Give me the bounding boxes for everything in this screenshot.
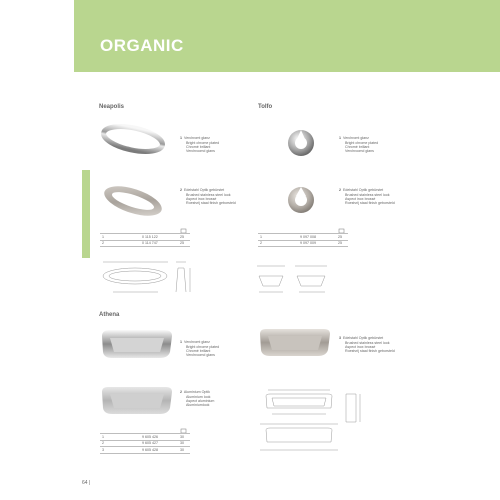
page-title: ORGANIC — [100, 36, 184, 55]
side-accent-tab — [82, 170, 90, 258]
tolfo-variant-2: 2 Edelstahl Optik gebürstet — [339, 188, 384, 192]
tolfo-variant-1: 1 Verchromt glanz — [339, 136, 369, 140]
table-row: 2 0 114 747 25 — [100, 241, 190, 248]
neapolis-article-table — [100, 233, 190, 247]
athena-variant-1: 1 Verchromt glanz — [180, 340, 210, 344]
tolfo-brushed-knob-image — [283, 182, 319, 218]
tolfo-chrome-knob-image — [283, 125, 319, 161]
table-row: 2 9 097 009 25 — [258, 241, 348, 248]
tolfo-variant-2-lines: Brushed stainless steel look Aspect inox brossé Roestvrij staal finish geborsteld — [345, 192, 395, 206]
section-title-tolfo: Tolfo — [258, 104, 273, 110]
athena-variant-3: 3 Edelstahl Optik gebürstet — [339, 336, 384, 340]
athena-technical-drawing — [258, 384, 368, 460]
athena-variant-2: 2 Aluminium Optik — [180, 390, 210, 394]
section-title-neapolis: Neapolis — [99, 104, 125, 110]
athena-variant-2-lines: Aluminium look Aspect aluminium Aluminiumlook — [186, 394, 215, 408]
page-number: 64 | — [82, 480, 91, 486]
athena-article-table — [100, 433, 190, 454]
table-row: 1 9 097 008 25 — [258, 234, 348, 241]
table-row: 1 9 605 426 30 — [100, 434, 190, 441]
table-row: 2 9 605 427 30 — [100, 441, 190, 448]
neapolis-variant-2: 2 Edelstahl Optik gebürstet — [180, 188, 225, 192]
athena-chrome-handle-image — [98, 326, 176, 364]
athena-aluminium-handle-image — [98, 384, 176, 420]
neapolis-variant-1-lines: Bright chrome plated Chromé brillant Verchroomd glans — [186, 140, 220, 154]
athena-variant-3-lines: Brushed stainless steel look Aspect inox brossé Roestvrij staal finish geborsteld — [345, 340, 395, 354]
neapolis-variant-2-lines: Brushed stainless steel look Aspect inox brossé Roestvrij staal finish geborsteld — [186, 192, 236, 206]
neapolis-chrome-handle-image — [100, 118, 166, 160]
tolfo-variant-1-lines: Bright chrome plated Chromé brillant Verchroomd glans — [345, 140, 379, 154]
neapolis-brushed-handle-image — [100, 180, 166, 222]
athena-variant-1-lines: Bright chrome plated Chromé brillant Verchroomd glans — [186, 344, 220, 358]
athena-brushed-handle-image — [256, 326, 334, 362]
neapolis-variant-1: 1 Verchromt glanz — [180, 136, 210, 140]
table-row: 1 0 115 122 25 — [100, 234, 190, 241]
tolfo-technical-drawing — [255, 262, 335, 298]
neapolis-technical-drawing — [98, 256, 198, 300]
table-row: 3 9 605 428 30 — [100, 447, 190, 454]
section-title-athena: Athena — [99, 312, 120, 318]
tolfo-article-table — [258, 233, 348, 247]
